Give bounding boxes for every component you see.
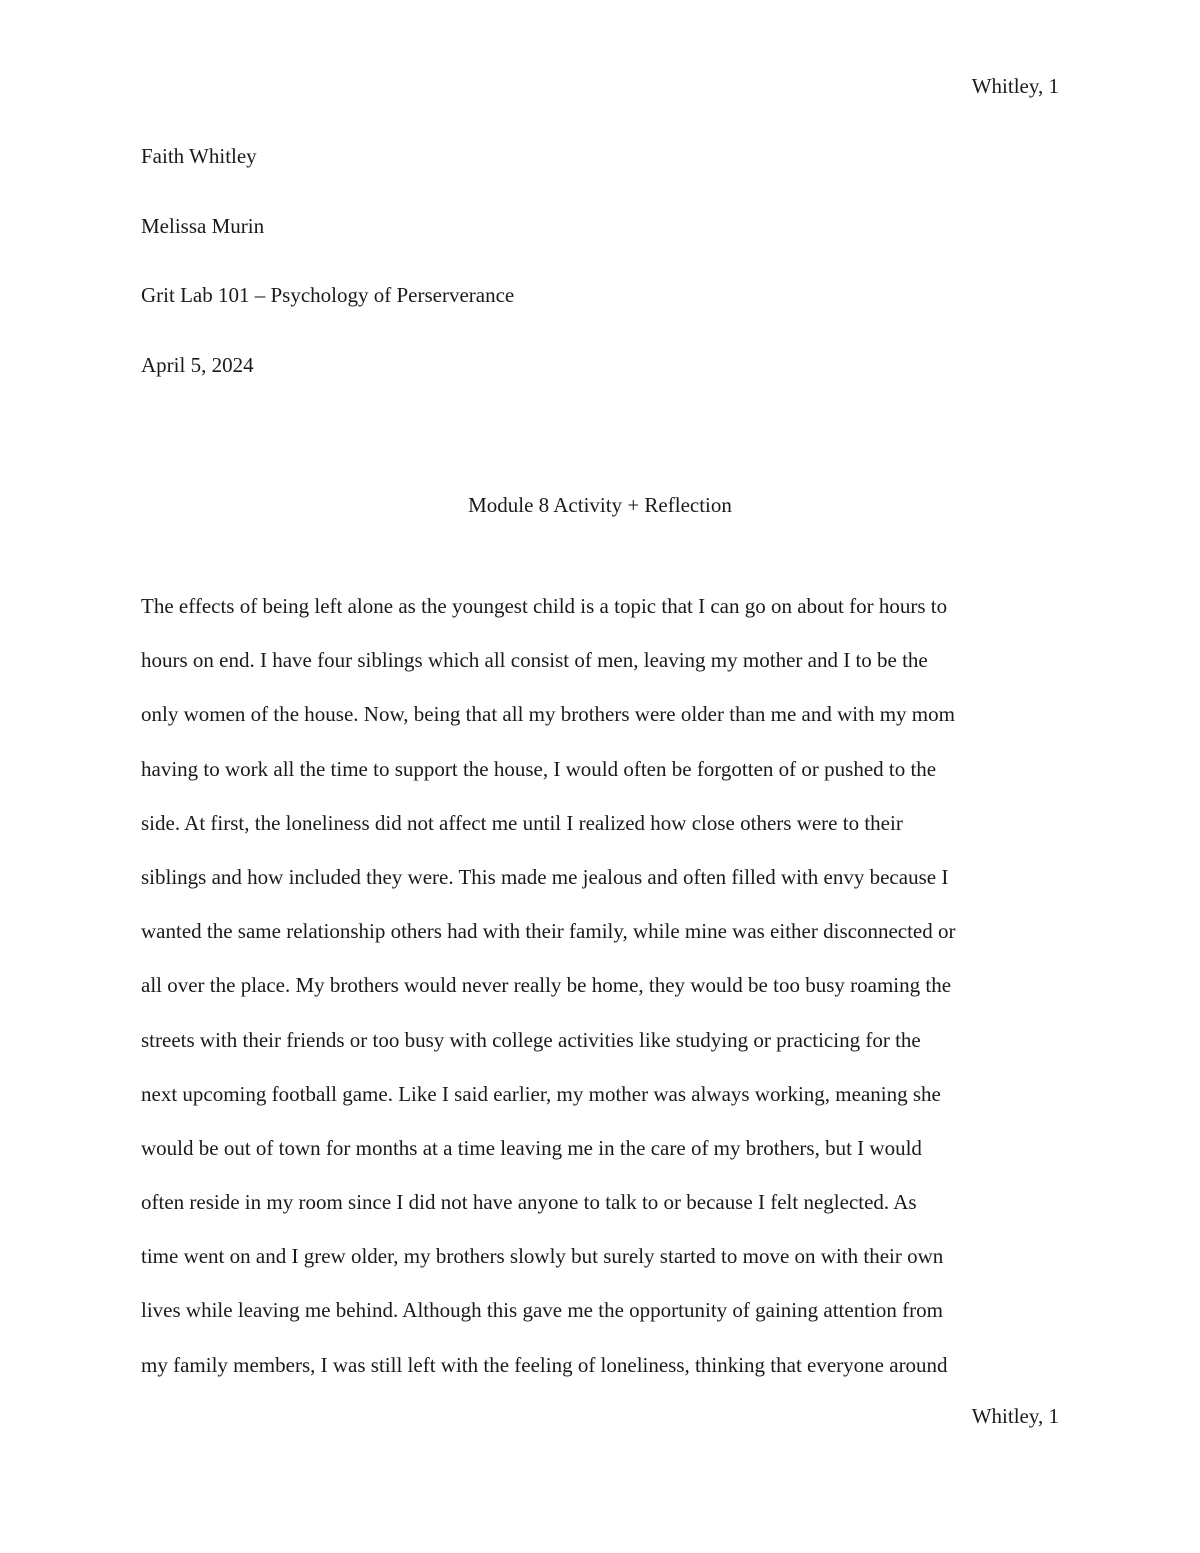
course-name: Grit Lab 101 – Psychology of Perserverance	[141, 283, 515, 307]
body-line: time went on and I grew older, my brothers slowly but surely started to move on with their own	[141, 1244, 944, 1269]
body-line: streets with their friends or too busy with college activities like studying or practicing for the	[141, 1027, 921, 1052]
page-header-label: Whitley, 1	[971, 74, 1059, 98]
body-paragraph	[141, 584, 1061, 1397]
body-line: lives while leaving me behind. Although this gave me the opportunity of gaining attention from	[141, 1298, 943, 1323]
body-line: next upcoming football game. Like I said earlier, my mother was always working, meaning she	[141, 1081, 941, 1106]
body-line: would be out of town for months at a time leaving me in the care of my brothers, but I would	[141, 1135, 922, 1160]
student-name: Faith Whitley	[141, 144, 257, 168]
document-title: Module 8 Activity + Reflection	[468, 493, 732, 517]
body-line: side. At first, the loneliness did not affect me until I realized how close others were to their	[141, 810, 903, 835]
submission-date: April 5, 2024	[141, 353, 254, 377]
body-line: my family members, I was still left with the feeling of loneliness, thinking that everyone around	[141, 1352, 948, 1377]
body-line: siblings and how included they were. This made me jealous and often filled with envy because I	[141, 864, 949, 889]
body-line: wanted the same relationship others had with their family, while mine was either disconnected or	[141, 919, 956, 944]
body-line: having to work all the time to support the house, I would often be forgotten of or pushed to the	[141, 756, 937, 781]
page-footer-label: Whitley, 1	[971, 1404, 1059, 1428]
body-line: only women of the house. Now, being that all my brothers were older than me and with my mom	[141, 702, 955, 727]
body-line: The effects of being left alone as the youngest child is a topic that I can go on about for hours to	[141, 594, 948, 618]
instructor-name: Melissa Murin	[141, 214, 265, 238]
body-line: often reside in my room since I did not have anyone to talk to or because I felt neglected. As	[141, 1190, 917, 1215]
body-line: all over the place. My brothers would never really be home, they would be too busy roaming the	[141, 973, 952, 998]
body-line: hours on end. I have four siblings which all consist of men, leaving my mother and I to be the	[141, 648, 928, 673]
